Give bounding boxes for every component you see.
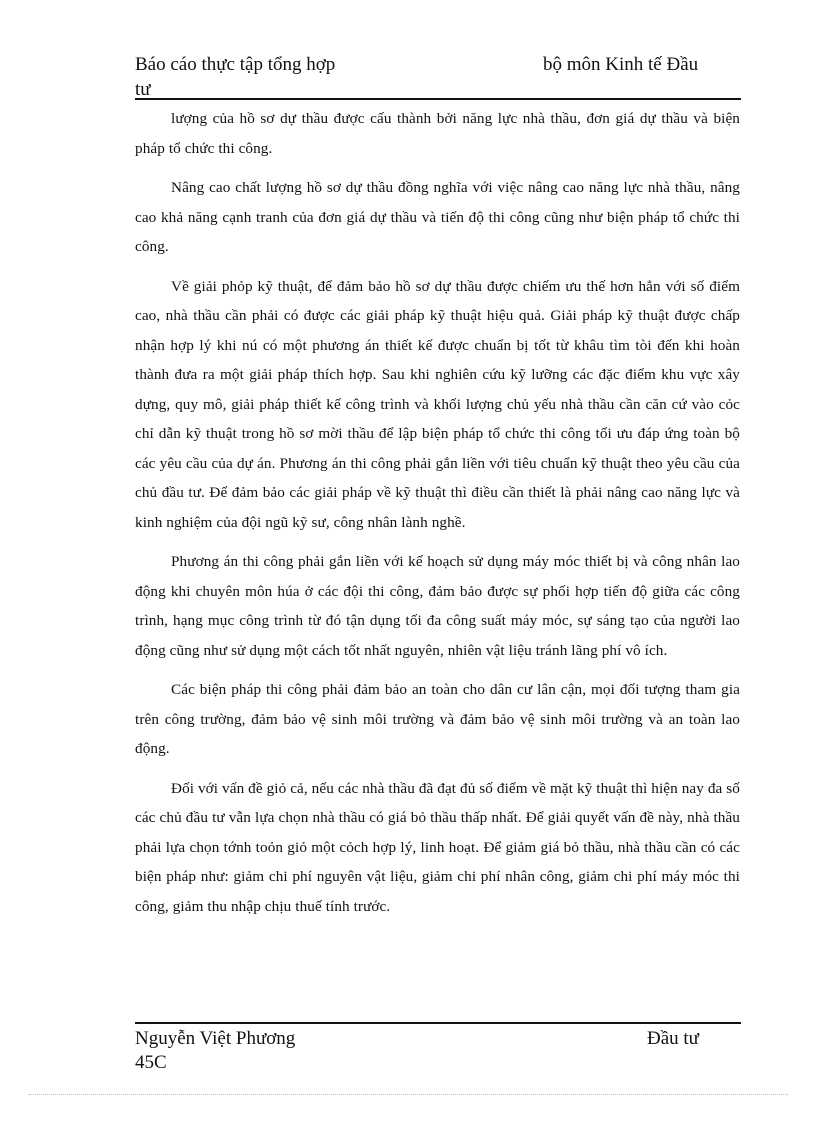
header-report-title: Báo cáo thực tập tổng hợp <box>135 54 336 75</box>
paragraph-price: Đối với vấn đề giỏ cả, nếu các nhà thầu đã đạt đủ số điểm về mặt kỹ thuật thì hiện nay đa số các chủ đầu tư vẫn lựa chọn nhà thầu có giá bỏ thầu thấp nhất. Để giải quyết vấn đề này, nhà thầu phải lựa chọn tớnh toỏn giỏ một cỏch hợp lý, linh hoạt. Để giảm giá bỏ thầu, nhà thầu cần có các biện pháp như: giảm chi phí nguyên vật liệu, giảm chi phí nhân công, giảm chi phí máy móc thi công, giảm thu nhập chịu thuế tính trước. <box>135 779 740 915</box>
paragraph-quality: Nâng cao chất lượng hồ sơ dự thầu đồng nghĩa với việc nâng cao năng lực nhà thầu, nâng cao khả năng cạnh tranh của đơn giá dự thầu và tiến độ thi công cũng như biện pháp tổ chức thi công. <box>135 179 740 255</box>
header-rule <box>135 98 741 100</box>
header-department: bộ môn Kinh tế Đầu <box>543 54 699 75</box>
paragraph-continued: lượng của hồ sơ dự thầu được cấu thành bởi năng lực nhà thầu, đơn giá dự thầu và biện pháp tổ chức thi công. <box>135 110 740 157</box>
paragraph-safety: Các biện pháp thi công phải đảm bảo an toàn cho dân cư lân cận, mọi đối tượng tham gia trên công trường, đảm bảo vệ sinh môi trường và đảm bảo vệ sinh môi trường và an toàn lao động. <box>135 681 740 757</box>
footer-rule <box>135 1022 741 1024</box>
page-footer <box>135 1026 741 1076</box>
footer-class: 45C <box>135 1052 167 1073</box>
page-edge-divider <box>28 1094 788 1095</box>
paragraph-technical-solution: Về giải phỏp kỹ thuật, để đảm bảo hồ sơ dự thầu được chiếm ưu thế hơn hẳn với số điểm cao, nhà thầu cần phải có được các giải pháp kỹ thuật hiệu quả. Giải pháp kỹ thuật được chấp nhận hợp lý khi nú có một phương án thiết kế được chuẩn bị tốt từ khâu tìm tòi đến khi hoàn thành đưa ra một giải pháp thích hợp. Sau khi nghiên cứu kỹ lưỡng các đặc điểm khu vực xây dựng, quy mô, giải pháp thiết kế công trình và khối lượng chủ yếu nhà thầu cần căn cứ vào cỏc chỉ dẫn kỹ thuật trong hồ sơ mời thầu để lập biện pháp tổ chức thi công tối ưu đáp ứng toàn bộ các yêu cầu của dự án. Phương án thi công phải gắn liền với tiêu chuẩn kỹ thuật theo yêu cầu của chủ đầu tư. Để đảm bảo các giải pháp về kỹ thuật thì điều cần thiết là phải nâng cao năng lực và kinh nghiệm của đội ngũ kỹ sư, công nhân lành nghề. <box>135 277 740 531</box>
footer-major: Đầu tư <box>647 1028 699 1049</box>
footer-author: Nguyễn Việt Phương <box>135 1028 296 1049</box>
body-text <box>135 104 740 931</box>
header-department-wrap: tư <box>135 79 151 100</box>
paragraph-construction-plan: Phương án thi công phải gắn liền với kế hoạch sử dụng máy móc thiết bị và công nhân lao động khi chuyên môn húa ở các đội thi công, đảm bảo được sự phối hợp tiến độ giữa các công trình, hạng mục công trình từ đó tận dụng tối đa công suất máy móc, sự sáng tạo của người lao động cũng như sử dụng một cách tốt nhất nguyên, nhiên vật liệu tránh lãng phí vô ích. <box>135 553 740 659</box>
page-header <box>135 48 741 98</box>
